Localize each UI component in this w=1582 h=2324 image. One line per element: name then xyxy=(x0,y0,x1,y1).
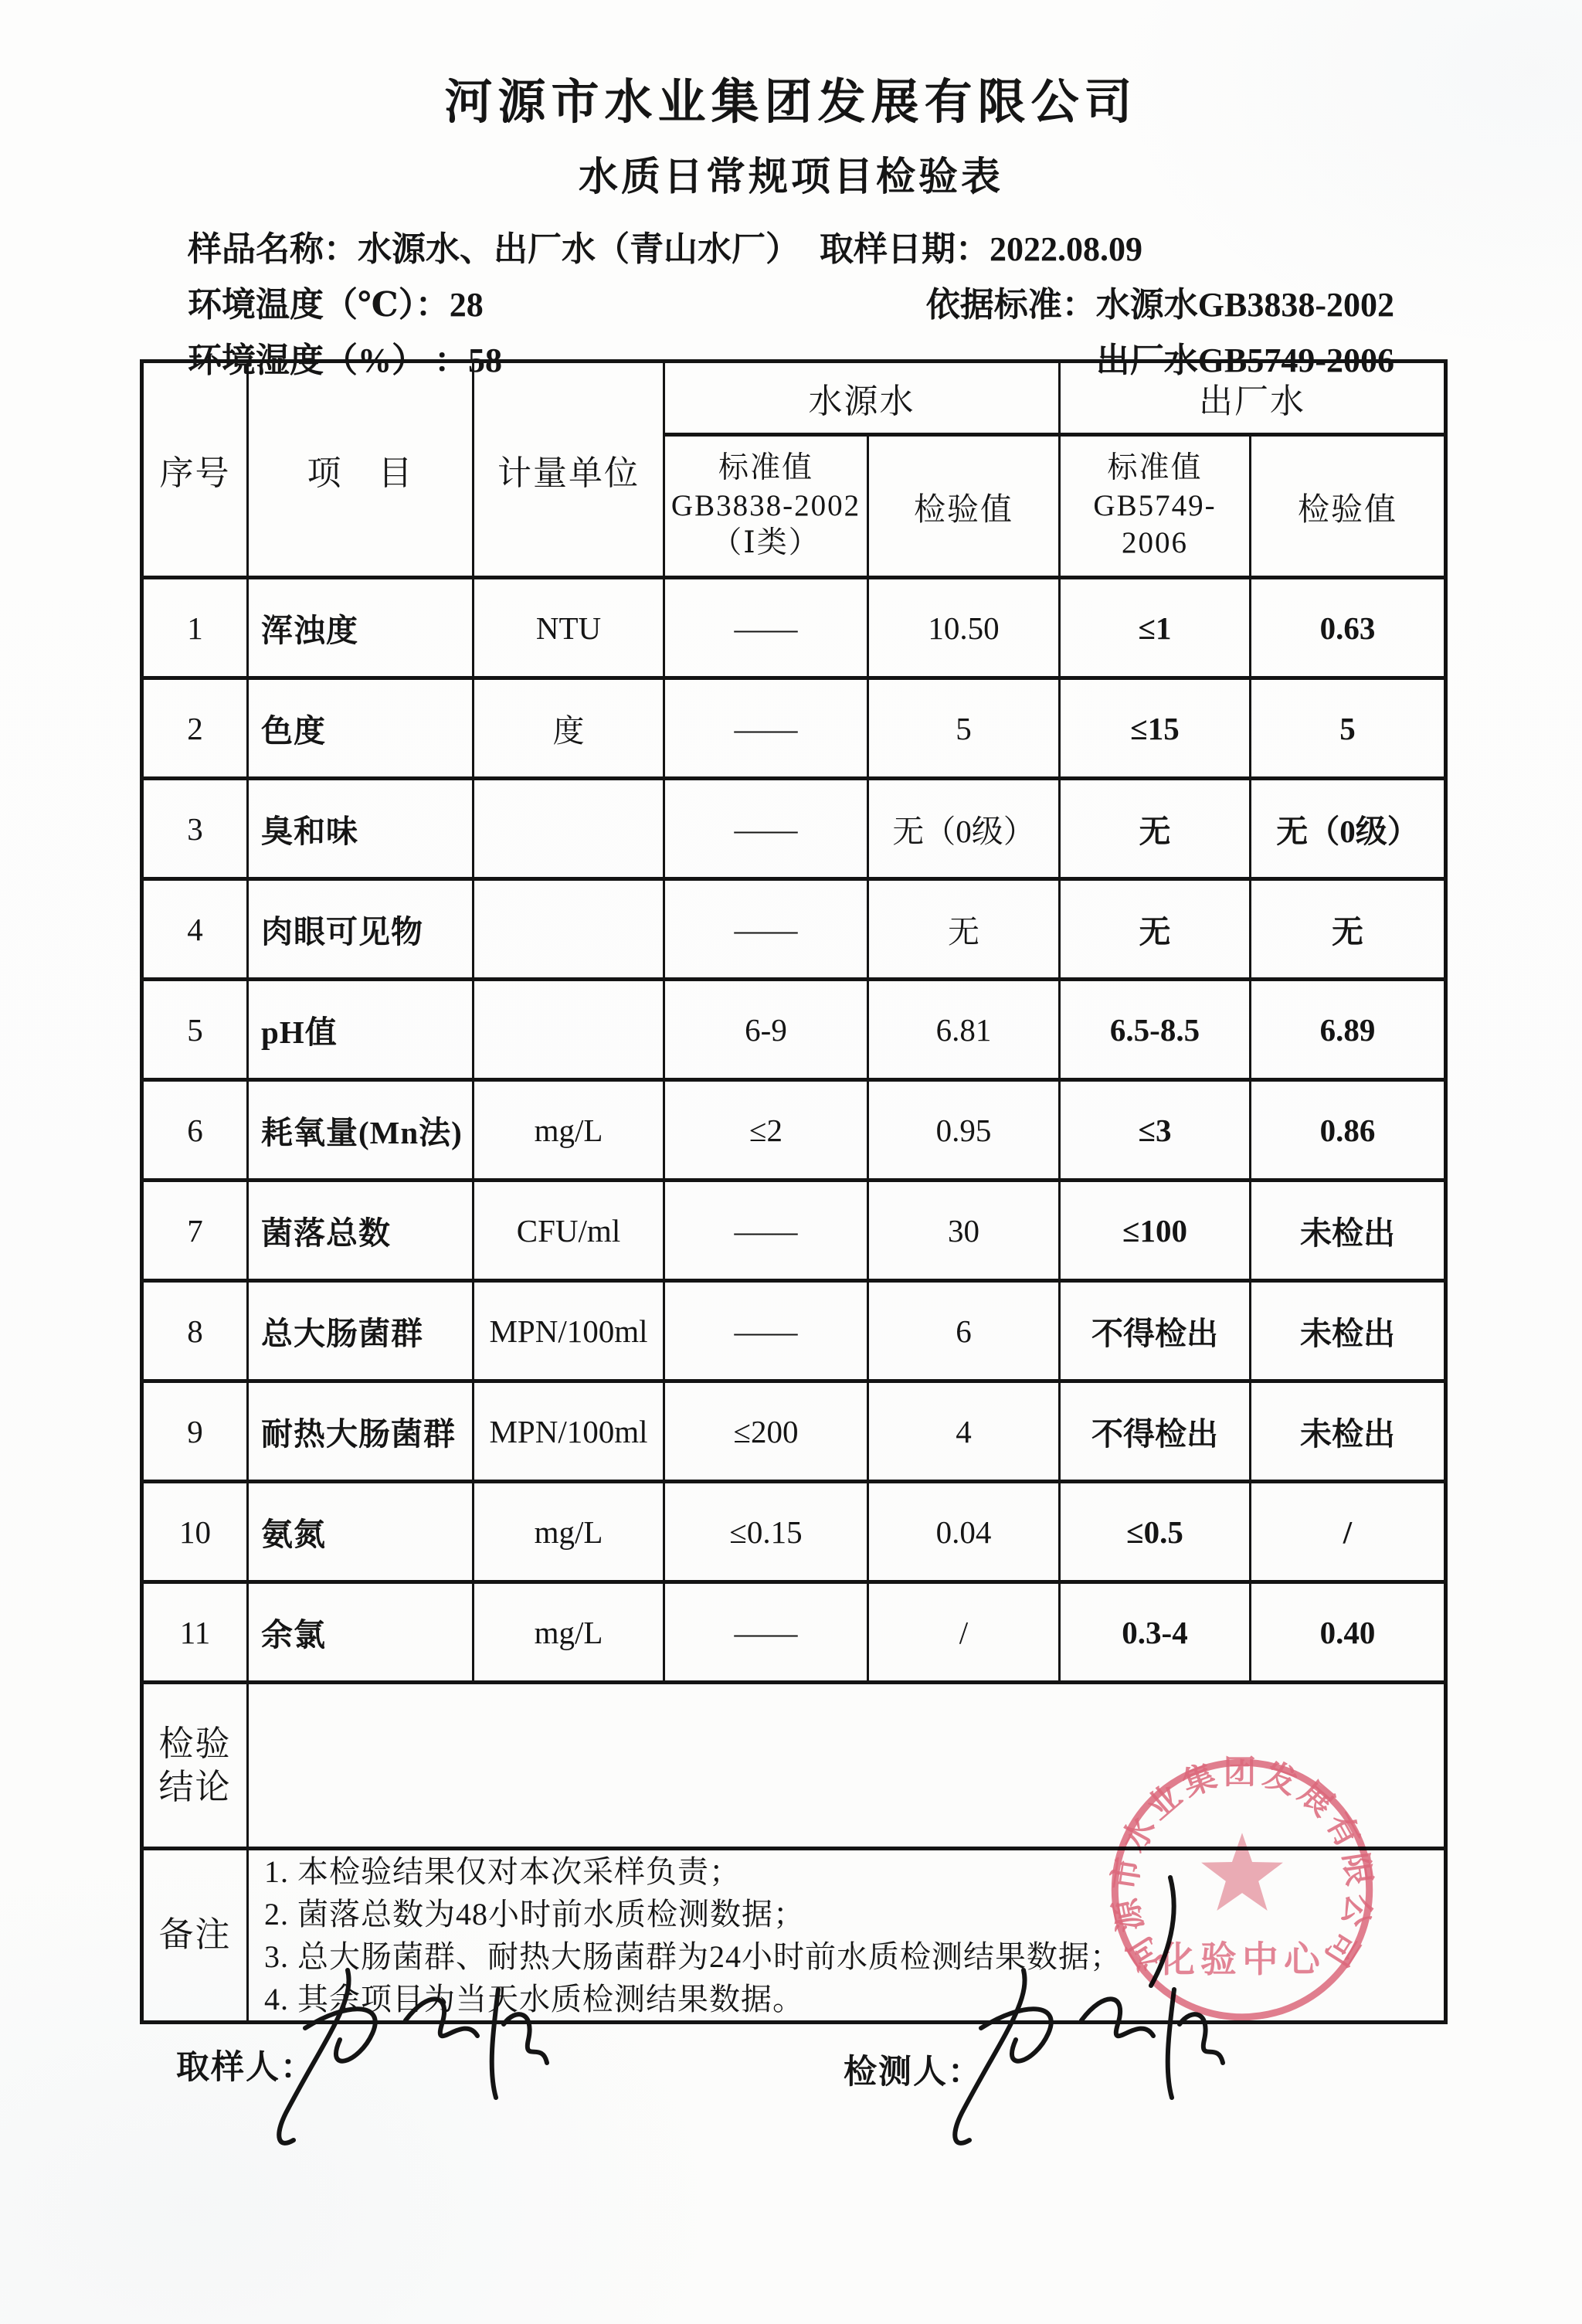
cell-src_val: 无 xyxy=(868,879,1060,980)
company-seal-stamp xyxy=(1103,1751,1381,2029)
cell-unit: CFU/ml xyxy=(474,1181,664,1281)
cell-unit: NTU xyxy=(474,578,664,678)
col-header-source-standard xyxy=(664,435,868,578)
col-header-no: 序号 xyxy=(142,362,248,578)
cell-out_val: 未检出 xyxy=(1251,1281,1446,1381)
cell-out_val: 5 xyxy=(1251,678,1446,779)
cell-item: 总大肠菌群 xyxy=(248,1281,474,1381)
sample-name-value: 水源水、出厂水（青山水厂） xyxy=(358,230,799,268)
cell-unit xyxy=(474,980,664,1080)
cell-no: 2 xyxy=(142,678,248,779)
cell-out_val: 未检出 xyxy=(1251,1181,1446,1281)
source-standard-line1: 标准值 xyxy=(718,450,813,484)
cell-out_val: 未检出 xyxy=(1251,1381,1446,1482)
standard-outlet-value: 出厂水GB5749-2006 xyxy=(1095,341,1394,379)
cell-src_std: —— xyxy=(664,578,868,678)
cell-src_val: 6.81 xyxy=(868,980,1060,1080)
info-line-temp xyxy=(188,277,1394,333)
group-header-source-water: 水源水 xyxy=(664,362,1060,435)
cell-src_std: —— xyxy=(664,1582,868,1683)
cell-out_std: 无 xyxy=(1060,879,1251,980)
cell-out_std: 无 xyxy=(1060,779,1251,879)
cell-item: 菌落总数 xyxy=(248,1181,474,1281)
col-header-source-check: 检验值 xyxy=(868,435,1060,578)
table-body xyxy=(142,578,1446,1683)
company-title: 河源市水业集团发展有限公司 xyxy=(444,76,1138,129)
cell-src_std: —— xyxy=(664,879,868,980)
sample-date-value: 2022.08.09 xyxy=(990,230,1142,268)
cell-no: 8 xyxy=(142,1281,248,1381)
cell-src_std: 6-9 xyxy=(664,980,868,1080)
sampler-signature xyxy=(232,1947,556,2163)
cell-item: 耗氧量(Mn法) xyxy=(248,1080,474,1181)
cell-out_std: 0.3-4 xyxy=(1060,1582,1251,1683)
cell-src_val: 0.04 xyxy=(868,1482,1060,1582)
outlet-standard-line2: GB5749-2006 xyxy=(1093,488,1217,560)
cell-no: 10 xyxy=(142,1482,248,1582)
cell-out_val: 0.63 xyxy=(1251,578,1446,678)
table-row xyxy=(142,1281,1446,1381)
cell-out_val: / xyxy=(1251,1482,1446,1582)
standard-source-value: 水源水GB3838-2002 xyxy=(1095,286,1394,324)
conclusion-label xyxy=(142,1683,248,1849)
table-row xyxy=(142,1181,1446,1281)
seal-center-text: 化验中心 xyxy=(1159,1940,1326,1981)
table-row xyxy=(142,879,1446,980)
cell-no: 11 xyxy=(142,1582,248,1683)
cell-unit: mg/L xyxy=(474,1080,664,1181)
cell-out_std: 不得检出 xyxy=(1060,1281,1251,1381)
cell-unit: MPN/100ml xyxy=(474,1381,664,1482)
cell-out_std: ≤100 xyxy=(1060,1181,1251,1281)
notes-label: 备注 xyxy=(142,1849,248,2023)
note-line-2: 2. 菌落总数为48小时前水质检测数据； xyxy=(264,1897,805,1932)
table-row xyxy=(142,1080,1446,1181)
sample-date-label: 取样日期： xyxy=(820,230,990,268)
cell-out_std: 不得检出 xyxy=(1060,1381,1251,1482)
cell-item: pH值 xyxy=(248,980,474,1080)
cell-out_val: 0.86 xyxy=(1251,1080,1446,1181)
cell-no: 1 xyxy=(142,578,248,678)
cell-src_std: —— xyxy=(664,1281,868,1381)
sampler-label: 取样人： xyxy=(176,2050,315,2086)
cell-no: 9 xyxy=(142,1381,248,1482)
cell-item: 余氯 xyxy=(248,1582,474,1683)
standard-label: 依据标准： xyxy=(925,286,1096,324)
cell-no: 6 xyxy=(142,1080,248,1181)
cell-item: 色度 xyxy=(248,678,474,779)
cell-out_std: 6.5-8.5 xyxy=(1060,980,1251,1080)
sample-name-label: 样品名称： xyxy=(188,230,358,268)
cell-src_val: / xyxy=(868,1582,1060,1683)
cell-src_std: —— xyxy=(664,678,868,779)
tester-label: 检测人： xyxy=(844,2054,983,2091)
seal-star-icon xyxy=(1201,1833,1283,1911)
cell-unit xyxy=(474,779,664,879)
note-line-3: 3. 总大肠菌群、耐热大肠菌群为24小时前水质检测结果数据； xyxy=(264,1939,1122,1974)
env-humidity-value: 58 xyxy=(468,341,502,379)
cell-no: 7 xyxy=(142,1181,248,1281)
col-header-outlet-check: 检验值 xyxy=(1251,435,1446,578)
cell-unit: 度 xyxy=(474,678,664,779)
cell-no: 5 xyxy=(142,980,248,1080)
cell-out_std: ≤3 xyxy=(1060,1080,1251,1181)
note-line-4: 4. 其余项目为当天水质检测结果数据。 xyxy=(264,1982,804,2017)
cell-item: 浑浊度 xyxy=(248,578,474,678)
env-humidity-label: 环境湿度（%） ： xyxy=(188,341,468,379)
header-group-row xyxy=(142,362,1446,435)
table-row xyxy=(142,578,1446,678)
cell-src_std: ≤2 xyxy=(664,1080,868,1181)
cell-out_val: 0.40 xyxy=(1251,1582,1446,1683)
cell-unit xyxy=(474,879,664,980)
info-line-sample xyxy=(188,222,1394,277)
cell-out_std: ≤0.5 xyxy=(1060,1482,1251,1582)
cell-src_std: ≤200 xyxy=(664,1381,868,1482)
standard-basis xyxy=(926,277,1394,333)
cell-src_val: 6 xyxy=(868,1281,1060,1381)
conclusion-label-line2: 结论 xyxy=(158,1768,232,1806)
conclusion-label-line1: 检验 xyxy=(158,1724,232,1763)
seal-company-arc-text: 河源市水业集团发展有限公司 xyxy=(1106,1754,1378,1977)
source-standard-line3: （Ⅰ类） xyxy=(711,526,820,560)
cell-unit: MPN/100ml xyxy=(474,1281,664,1381)
cell-no: 4 xyxy=(142,879,248,980)
form-title: 水质日常规项目检验表 xyxy=(578,156,1003,199)
cell-out_val: 无（0级） xyxy=(1251,779,1446,879)
cell-out_val: 6.89 xyxy=(1251,980,1446,1080)
cell-item: 肉眼可见物 xyxy=(248,879,474,980)
env-temp-value: 28 xyxy=(449,286,484,324)
table-row xyxy=(142,678,1446,779)
cell-out_std: ≤15 xyxy=(1060,678,1251,779)
cell-item: 氨氮 xyxy=(248,1482,474,1582)
cell-unit: mg/L xyxy=(474,1582,664,1683)
table-row xyxy=(142,779,1446,879)
table-row xyxy=(142,1381,1446,1482)
env-temp-label: 环境温度（℃）： xyxy=(188,286,450,324)
cell-item: 臭和味 xyxy=(248,779,474,879)
cell-src_std: —— xyxy=(664,1181,868,1281)
cell-unit: mg/L xyxy=(474,1482,664,1582)
cell-item: 耐热大肠菌群 xyxy=(248,1381,474,1482)
cell-out_val: 无 xyxy=(1251,879,1446,980)
cell-src_val: 无（0级） xyxy=(868,779,1060,879)
table-row xyxy=(142,1482,1446,1582)
table-row xyxy=(142,1582,1446,1683)
cell-out_std: ≤1 xyxy=(1060,578,1251,678)
cell-src_std: —— xyxy=(664,779,868,879)
note-line-1: 1. 本检验结果仅对本次采样负责； xyxy=(264,1854,741,1889)
cell-src_val: 0.95 xyxy=(868,1080,1060,1181)
group-header-outlet-water: 出厂水 xyxy=(1060,362,1446,435)
table-row xyxy=(142,980,1446,1080)
cell-src_val: 5 xyxy=(868,678,1060,779)
col-header-item: 项 目 xyxy=(248,362,474,578)
col-header-outlet-standard xyxy=(1060,435,1251,578)
outlet-standard-line1: 标准值 xyxy=(1107,450,1203,484)
cell-src_std: ≤0.15 xyxy=(664,1482,868,1582)
source-standard-line2: GB3838-2002 xyxy=(670,488,861,522)
cell-no: 3 xyxy=(142,779,248,879)
col-header-unit: 计量单位 xyxy=(474,362,664,578)
cell-src_val: 4 xyxy=(868,1381,1060,1482)
cell-src_val: 30 xyxy=(868,1181,1060,1281)
cell-src_val: 10.50 xyxy=(868,578,1060,678)
